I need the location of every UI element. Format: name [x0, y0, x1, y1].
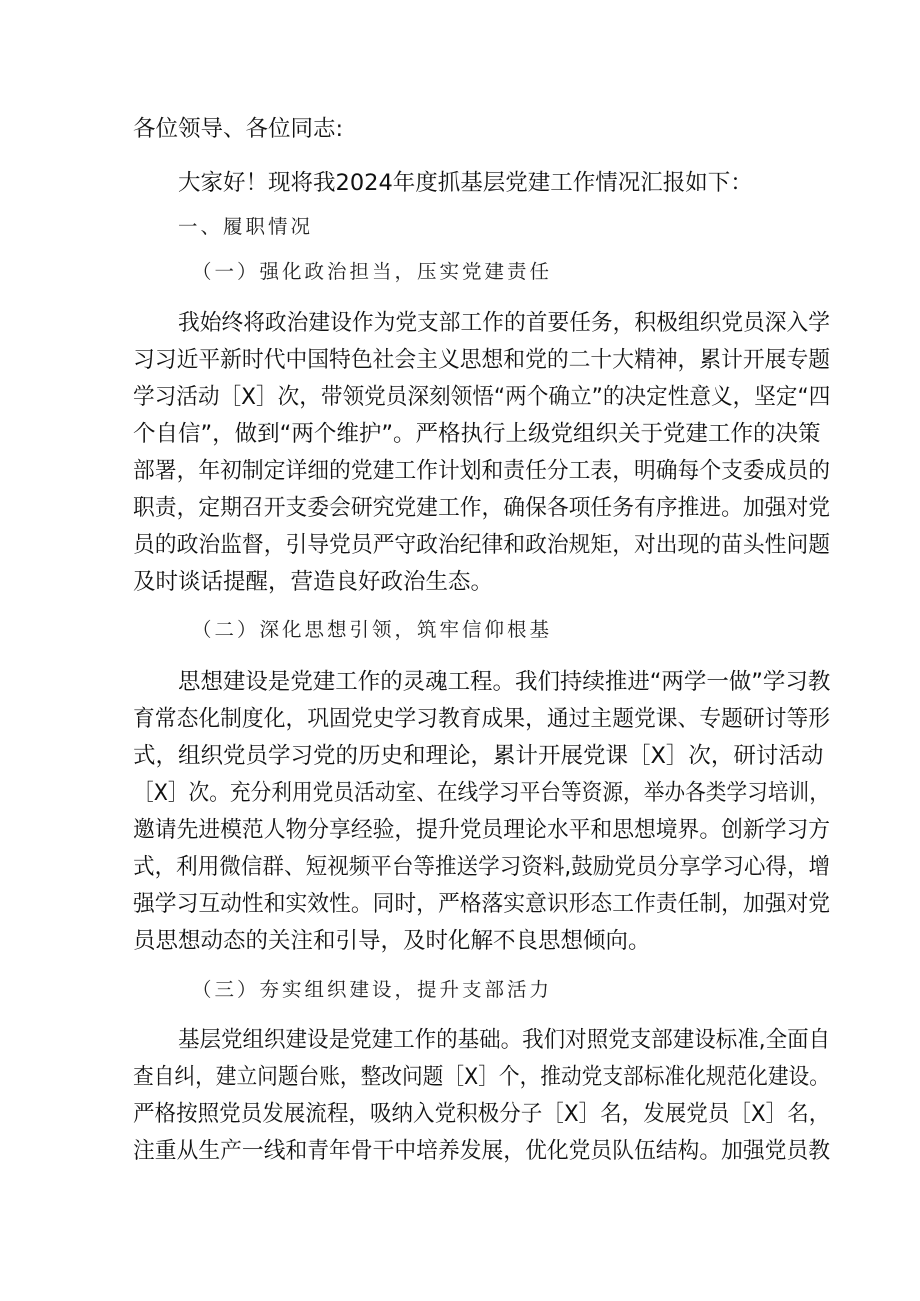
paragraph-line: 职责，定期召开支委会研究党建工作，确保各项任务有序推进。加强对党	[133, 495, 831, 521]
paragraph-line: 严格按照党员发展流程，吸纳入党积极分子［X］名，发展党员［X］名，	[133, 1101, 831, 1127]
paragraph-line: ［X］次。充分利用党员活动室、在线学习平台等资源，举办各类学习培训，	[133, 780, 830, 806]
paragraph-line: 部署，年初制定详细的党建工作计划和责任分工表，明确每个支委成员的	[133, 458, 831, 484]
greeting: 各位领导、各位同志:	[133, 116, 344, 142]
opening-line: 大家好！现将我2024年度抓基层党建工作情况汇报如下：	[178, 170, 753, 196]
paragraph-line: 我始终将政治建设作为党支部工作的首要任务，积极组织党员深入学	[178, 310, 830, 336]
paragraph-line: 育常态化制度化，巩固党史学习教育成果，通过主题党课、专题研讨等形	[133, 706, 831, 732]
paragraph-line: 及时谈话提醒，营造良好政治生态。	[133, 569, 494, 595]
paragraph-line: 习习近平新时代中国特色社会主义思想和党的二十大精神，累计开展专题	[133, 347, 831, 373]
paragraph-line: 注重从生产一线和青年骨干中培养发展，优化党员队伍结构。加强党员教	[133, 1138, 831, 1164]
paragraph-line: 个自信”，做到“两个维护”。严格执行上级党组织关于党建工作的决策	[133, 421, 821, 447]
subsection-heading: （一）强化政治担当，压实党建责任	[192, 260, 553, 283]
subsection-heading: （三）夯实组织建设，提升支部活力	[192, 978, 553, 1001]
paragraph-line: 查自纠，建立问题台账，整改问题［X］个，推动党支部标准化规范化建设。	[133, 1064, 830, 1090]
paragraph-line: 员的政治监督，引导党员严守政治纪律和政治规矩，对出现的苗头性问题	[133, 532, 831, 558]
paragraph-line: 基层党组织建设是党建工作的基础。我们对照党支部建设标准,全面自	[178, 1027, 831, 1053]
paragraph-line: 学习活动［X］次，带领党员深刻领悟“两个确立”的决定性意义，坚定“四	[133, 384, 831, 410]
paragraph-line: 员思想动态的关注和引导，及时化解不良思想倾向。	[133, 928, 651, 954]
paragraph-line: 思想建设是党建工作的灵魂工程。我们持续推进“两学一做”学习教	[178, 669, 831, 695]
paragraph-line: 强学习互动性和实效性。同时，严格落实意识形态工作责任制，加强对党	[133, 891, 831, 917]
paragraph-line: 式，组织党员学习党的历史和理论，累计开展党课［X］次，研讨活动	[133, 743, 824, 769]
section-heading: 一、履职情况	[178, 215, 314, 238]
paragraph-line: 邀请先进模范人物分享经验，提升党员理论水平和思想境界。创新学习方	[133, 817, 831, 843]
subsection-heading: （二）深化思想引领，筑牢信仰根基	[192, 618, 553, 641]
paragraph-line: 式，利用微信群、短视频平台等推送学习资料,鼓励党员分享学习心得，增	[133, 854, 831, 880]
